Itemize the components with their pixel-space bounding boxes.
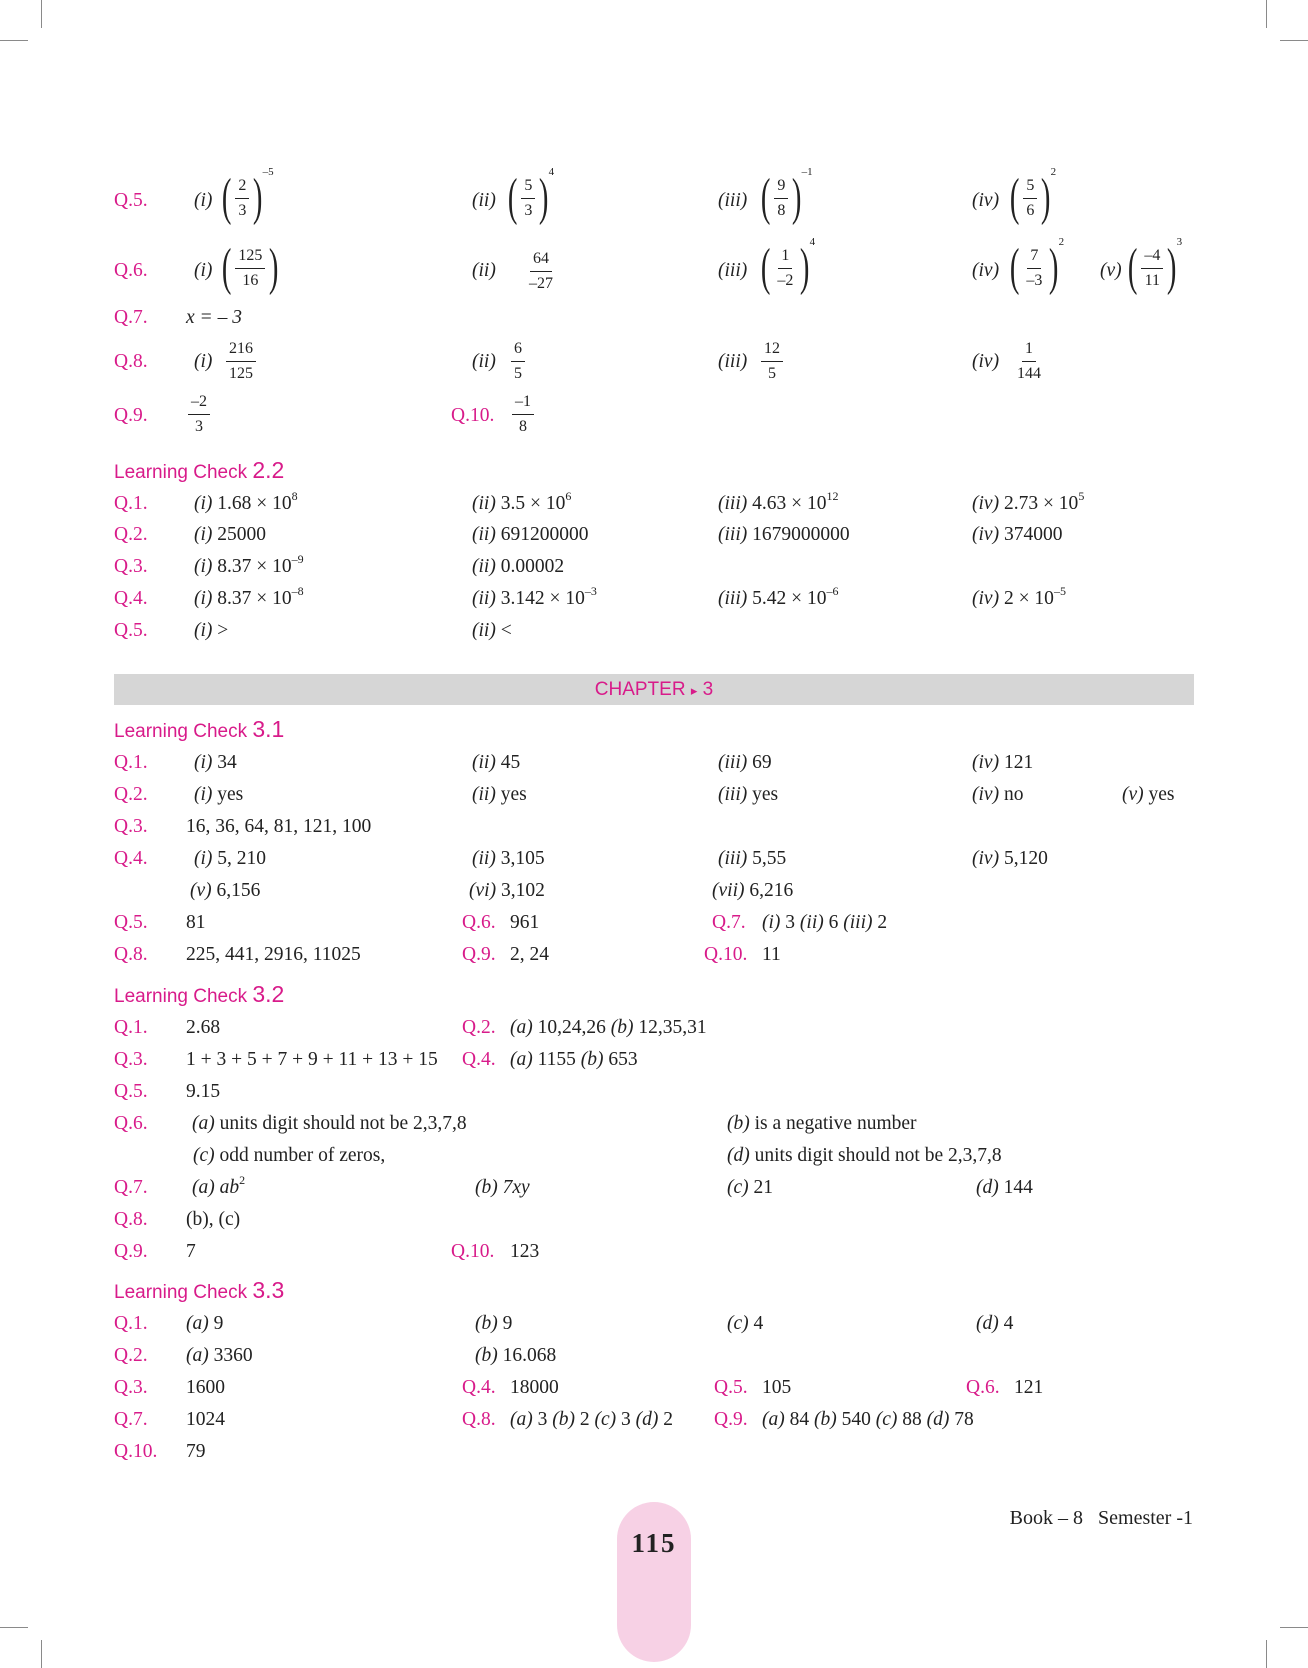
question-label: Q.3. [114, 1049, 148, 1070]
answer-cell: (v) 6,156 [190, 880, 261, 901]
crop-mark [1280, 40, 1308, 41]
answer-cell: (d) units digit should not be 2,3,7,8 [727, 1145, 1002, 1166]
answer-cell: (ii) 691200000 [472, 524, 589, 545]
question-label: Q.4. [114, 588, 148, 609]
answer-value: x = – 3 [186, 307, 242, 328]
answer-cell: 121 [1014, 1377, 1044, 1398]
answer-cell: (a) 3360 [186, 1345, 253, 1366]
answer-cell: 123 [510, 1241, 540, 1262]
fraction-power: ( $\frac{7}{-3}$ ) 2 [1009, 236, 1065, 296]
question-label: Q.6. [114, 1113, 148, 1134]
answer-cell: (i) $8.37 \times 10^{-8}$ [194, 583, 304, 609]
part-label: (v) [1100, 260, 1122, 281]
question-label: Q.7. [114, 1177, 148, 1198]
question-label: Q.5. [114, 190, 148, 211]
answer-cell: 1600 [186, 1377, 225, 1398]
question-label: Q.8. [462, 1409, 496, 1430]
answer-cell: (ii) < [472, 620, 512, 641]
triangle-right-icon: ▸ [690, 683, 698, 698]
answer-cell: (ii) 3,105 [472, 848, 545, 869]
fraction: $\frac{64}{-27}$ [526, 247, 556, 296]
question-label: Q.7. [114, 1409, 148, 1430]
answer-cell: (i) 3 (ii) 6 (iii) 2 [762, 912, 888, 933]
answer-cell: (c) 21 [727, 1177, 774, 1198]
answer-cell: (d) 144 [976, 1177, 1033, 1198]
section-heading: Learning Check 3.1 [114, 716, 285, 742]
answer-cell: (d) 4 [976, 1313, 1014, 1334]
section-heading: Learning Check 2.2 [114, 457, 285, 483]
part-label: (i) [194, 190, 213, 211]
question-label: Q.6. [114, 260, 148, 281]
fraction-power: ( $\frac{125}{16}$ ) [221, 239, 279, 296]
question-label: Q.7. [712, 912, 746, 933]
question-label: Q.2. [114, 1345, 148, 1366]
answer-cell: (b), (c) [186, 1209, 241, 1230]
fraction-power: ( $\frac{9}{8}$ ) –1 [760, 166, 813, 226]
answer-cell: (b) 7xy [475, 1177, 530, 1198]
page-number: 115 [631, 1528, 677, 1558]
answer-cell: (b) is a negative number [727, 1113, 917, 1134]
answer-cell: (a) 9 [186, 1313, 224, 1334]
answer-cell: 2.68 [186, 1017, 221, 1038]
fraction-power: ( $\frac{2}{3}$ ) –5 [221, 166, 274, 226]
part-label: (iii) [718, 190, 748, 211]
answer-cell: (iii) $5.42 \times 10^{-6}$ [718, 583, 839, 609]
book-semester-label: Book – 8 Semester -1 [1009, 1507, 1193, 1529]
question-label: Q.4. [462, 1049, 496, 1070]
question-label: Q.10. [114, 1441, 158, 1462]
answer-cell: (i) $1.68 \times 10^8$ [194, 488, 298, 514]
answer-cell: (i) > [194, 620, 229, 641]
fraction-power: ( $\frac{-4}{11}$ ) 3 [1127, 236, 1183, 296]
question-label: Q.10. [451, 1241, 495, 1262]
question-label: Q.8. [114, 351, 148, 372]
question-label: Q.9. [462, 944, 496, 965]
answer-cell: (a) 10,24,26 (b) 12,35,31 [510, 1017, 707, 1038]
part-label: (ii) [472, 190, 496, 211]
question-label: Q.2. [462, 1017, 496, 1038]
answer-cell: (iv) 374000 [972, 524, 1063, 545]
answer-cell: 81 [186, 912, 206, 933]
fraction: $\frac{12}{5}$ [761, 337, 783, 386]
fraction: $\frac{1}{144}$ [1014, 337, 1044, 386]
part-label: (iii) [718, 351, 748, 372]
answer-cell: 961 [510, 912, 540, 933]
crop-mark [1280, 1627, 1308, 1628]
answer-cell: (a) 3 (b) 2 (c) 3 (d) 2 [510, 1409, 674, 1430]
answer-cell: (v) yes [1122, 784, 1175, 805]
question-label: Q.6. [966, 1377, 1000, 1398]
answer-cell: (iv) 5,120 [972, 848, 1048, 869]
crop-mark [41, 1640, 42, 1668]
answer-cell: 16, 36, 64, 81, 121, 100 [186, 816, 372, 837]
part-label: (iv) [972, 351, 1000, 372]
answer-cell: (ii) $3.142 \times 10^{-3}$ [472, 583, 597, 609]
answer-cell: (i) 25000 [194, 524, 267, 545]
answer-cell: (b) 9 [475, 1313, 513, 1334]
answer-cell: (ii) 45 [472, 752, 521, 773]
answer-cell: (a) 84 (b) 540 (c) 88 (d) 78 [762, 1409, 974, 1430]
part-label: (iii) [718, 260, 748, 281]
question-label: Q.1. [114, 752, 148, 773]
section-heading: Learning Check 3.2 [114, 981, 285, 1007]
question-label: Q.4. [462, 1377, 496, 1398]
answer-cell: 18000 [510, 1377, 559, 1398]
question-label: Q.1. [114, 1313, 148, 1334]
answer-cell: (iii) yes [718, 784, 779, 805]
answer-cell: (i) 5, 210 [194, 848, 267, 869]
question-label: Q.1. [114, 1017, 148, 1038]
fraction-power: ( $\frac{1}{-2}$ ) 4 [760, 236, 816, 296]
fraction-power: ( $\frac{5}{3}$ ) 4 [507, 166, 555, 226]
answer-cell: 105 [762, 1377, 792, 1398]
question-label: Q.1. [114, 493, 148, 514]
part-label: (ii) [472, 351, 496, 372]
answer-cell: (vi) 3,102 [469, 880, 545, 901]
crop-mark [1266, 1640, 1267, 1668]
answer-cell: 2, 24 [510, 944, 549, 965]
answer-cell: (iii) 69 [718, 752, 772, 773]
answer-cell: 7 [186, 1241, 196, 1262]
part-label: (ii) [472, 260, 496, 281]
fraction-power: ( $\frac{5}{6}$ ) 2 [1009, 166, 1057, 226]
part-label: (iv) [972, 190, 1000, 211]
answer-cell: (i) yes [194, 784, 244, 805]
page-number-tab [617, 1502, 691, 1662]
answer-cell: 11 [762, 944, 781, 965]
chapter-banner: CHAPTER ▸ 3 [114, 674, 1194, 705]
answer-cell: (vii) 6,216 [712, 880, 794, 901]
answer-cell: 1024 [186, 1409, 225, 1430]
question-label: Q.3. [114, 1377, 148, 1398]
crop-mark [1266, 0, 1267, 28]
answer-cell: (i) 34 [194, 752, 237, 773]
crop-mark [0, 1627, 28, 1628]
question-label: Q.10. [451, 405, 495, 426]
question-label: Q.7. [114, 307, 148, 328]
question-label: Q.9. [114, 405, 148, 426]
question-label: Q.4. [114, 848, 148, 869]
part-label: (i) [194, 351, 213, 372]
question-label: Q.6. [462, 912, 496, 933]
answer-cell: (iii) $4.63 \times 10^{12}$ [718, 488, 839, 514]
question-label: Q.2. [114, 784, 148, 805]
part-label: (iv) [972, 260, 1000, 281]
question-label: Q.9. [714, 1409, 748, 1430]
answer-cell: (a) 1155 (b) 653 [510, 1049, 638, 1070]
answer-cell: (iv) no [972, 784, 1024, 805]
answer-cell: (ii) 0.00002 [472, 556, 565, 577]
answer-cell: (c) odd number of zeros, [193, 1145, 386, 1166]
question-label: Q.10. [704, 944, 748, 965]
question-label: Q.5. [114, 1081, 148, 1102]
section-heading: Learning Check 3.3 [114, 1277, 285, 1303]
answer-cell: (iv) $2.73 \times 10^5$ [972, 488, 1085, 514]
question-label: Q.2. [114, 524, 148, 545]
answer-cell: (b) 16.068 [475, 1345, 557, 1366]
question-label: Q.9. [114, 1241, 148, 1262]
fraction: $\frac{-2}{3}$ [188, 390, 210, 439]
answer-cell: 225, 441, 2916, 11025 [186, 944, 361, 965]
answer-cell: (i) $8.37 \times 10^{-9}$ [194, 551, 304, 577]
question-label: Q.3. [114, 556, 148, 577]
answer-cell: (iv) 121 [972, 752, 1034, 773]
question-label: Q.5. [114, 620, 148, 641]
answer-cell: (ii) $3.5 \times 10^6$ [472, 488, 572, 514]
question-label: Q.3. [114, 816, 148, 837]
answer-cell: 1 + 3 + 5 + 7 + 9 + 11 + 13 + 15 [186, 1049, 438, 1070]
fraction: $\frac{6}{5}$ [511, 337, 525, 386]
part-label: (i) [194, 260, 213, 281]
answer-cell: (iv) $2 \times 10^{-5}$ [972, 583, 1066, 609]
answer-cell: 9.15 [186, 1081, 221, 1102]
fraction: $\frac{-1}{8}$ [512, 390, 534, 439]
answer-cell: (ii) yes [472, 784, 527, 805]
answer-cell: (iii) 5,55 [718, 848, 787, 869]
answer-cell: (c) 4 [727, 1313, 764, 1334]
answer-cell: (a) $ab^2$ [192, 1172, 246, 1198]
question-label: Q.8. [114, 1209, 148, 1230]
crop-mark [0, 40, 28, 41]
fraction: $\frac{216}{125}$ [226, 337, 256, 386]
question-label: Q.5. [114, 912, 148, 933]
question-label: Q.8. [114, 944, 148, 965]
answer-cell: (iii) 1679000000 [718, 524, 850, 545]
question-label: Q.5. [714, 1377, 748, 1398]
answer-cell: (a) units digit should not be 2,3,7,8 [192, 1113, 467, 1134]
answer-cell: 79 [186, 1441, 206, 1462]
crop-mark [41, 0, 42, 28]
